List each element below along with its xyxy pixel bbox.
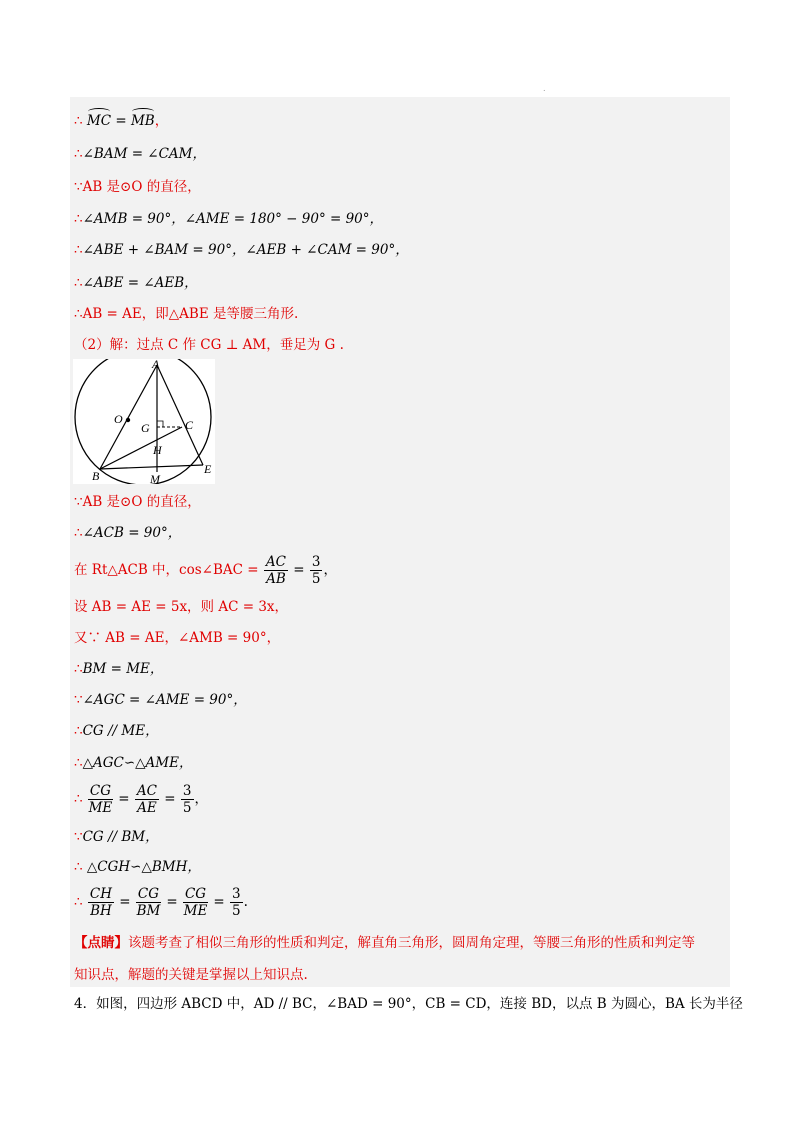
step-arc-equal: ∴ MC = MB， bbox=[74, 113, 169, 129]
segment-ab bbox=[100, 365, 157, 469]
fraction-cg-bm: $\frac{CG}{BM}$ bbox=[136, 886, 161, 919]
fraction-3-5: $\frac{3}{5}$ bbox=[311, 554, 321, 587]
step-set-variable: 设 AB = AE = 5x，则 AC = 3x， bbox=[74, 599, 289, 615]
geometry-figure bbox=[73, 359, 215, 484]
label-g: G bbox=[141, 421, 150, 435]
step-right-angles: ∴∠AMB = 90°，∠AME = 180° − 90° = 90°， bbox=[74, 211, 384, 227]
step-isosceles: ∴AB = AE，即△ABE 是等腰三角形. bbox=[74, 306, 299, 322]
fraction-ac-ae: $\frac{AC}{AE}$ bbox=[136, 783, 158, 816]
step-angle-equal: ∴∠BAM = ∠CAM， bbox=[74, 146, 207, 162]
step-diameter-2: ∵AB 是⊙O 的直径， bbox=[74, 494, 201, 510]
step-given: 又∵ AB = AE，∠AMB = 90°， bbox=[74, 630, 281, 646]
fraction-cg-me: $\frac{CG}{ME}$ bbox=[88, 783, 113, 816]
label-b: B bbox=[92, 469, 100, 483]
step-cosine: 在 Rt△ACB 中，cos∠BAC = $\frac{AC}{AB}$ = $\frac{3}{5}$ ， bbox=[74, 554, 337, 587]
step-ratio-2: ∴ $\frac{CH}{BH}$ = $\frac{CG}{BM}$ = $\frac{CG}{ME}$ = $\frac{3}{5}$ . bbox=[74, 886, 248, 919]
step-parallel: ∴CG // ME， bbox=[74, 723, 159, 739]
fraction-cg-me-2: $\frac{CG}{ME}$ bbox=[183, 886, 208, 919]
step-similar-1: ∴△AGC∽△AME， bbox=[74, 755, 193, 771]
fraction-3-5-c: $\frac{3}{5}$ bbox=[231, 886, 241, 919]
step-ratio-1: ∴ $\frac{CG}{ME}$ = $\frac{AC}{AE}$ = $\frac{3}{5}$ ， bbox=[74, 783, 209, 816]
fraction-3-5-b: $\frac{3}{5}$ bbox=[182, 783, 192, 816]
label-h: H bbox=[153, 443, 162, 457]
step-right-angle-acb: ∴∠ACB = 90°， bbox=[74, 525, 182, 541]
step-bm-me: ∴BM = ME， bbox=[74, 661, 164, 677]
step-parallel-2: ∵CG // BM， bbox=[74, 829, 159, 845]
right-angle-mark bbox=[157, 421, 163, 427]
part-2-heading: （2）解：过点 C 作 CG ⊥ AM，垂足为 G . bbox=[74, 337, 344, 353]
fraction-ac-ab: $\frac{AC}{AB}$ bbox=[265, 554, 286, 587]
label-m: M bbox=[150, 472, 160, 484]
label-a: A bbox=[152, 359, 160, 371]
step-base-angles: ∴∠ABE = ∠AEB， bbox=[74, 275, 198, 291]
comment-tag: 【点睛】 bbox=[74, 935, 128, 951]
solution-panel bbox=[70, 97, 730, 987]
circle-diagram bbox=[73, 359, 215, 484]
center-point bbox=[126, 418, 130, 422]
step-diameter: ∵AB 是⊙O 的直径， bbox=[74, 179, 201, 195]
step-angle-sums: ∴∠ABE + ∠BAM = 90°，∠AEB + ∠CAM = 90°， bbox=[74, 242, 409, 258]
step-angle-agc: ∵∠AGC = ∠AME = 90°， bbox=[74, 692, 247, 708]
comment-line-1: 【点睛】该题考查了相似三角形的性质和判定，解直角三角形，圆周角定理，等腰三角形的性质和判定等 bbox=[74, 935, 695, 951]
fraction-ch-bh: $\frac{CH}{BH}$ bbox=[89, 886, 112, 919]
label-o: O bbox=[114, 412, 123, 426]
question-4: 4．如图，四边形 ABCD 中，AD // BC，∠BAD = 90°，CB = CD，连接 BD，以点 B 为圆心，BA 长为半径 bbox=[74, 996, 743, 1012]
comment-line-2: 知识点，解题的关键是掌握以上知识点. bbox=[74, 967, 308, 983]
header-mark: . bbox=[543, 84, 546, 93]
step-similar-2: ∴ △CGH∽△BMH， bbox=[74, 859, 201, 875]
label-e: E bbox=[204, 462, 212, 476]
segment-ae bbox=[157, 365, 203, 465]
label-c: C bbox=[185, 418, 194, 432]
